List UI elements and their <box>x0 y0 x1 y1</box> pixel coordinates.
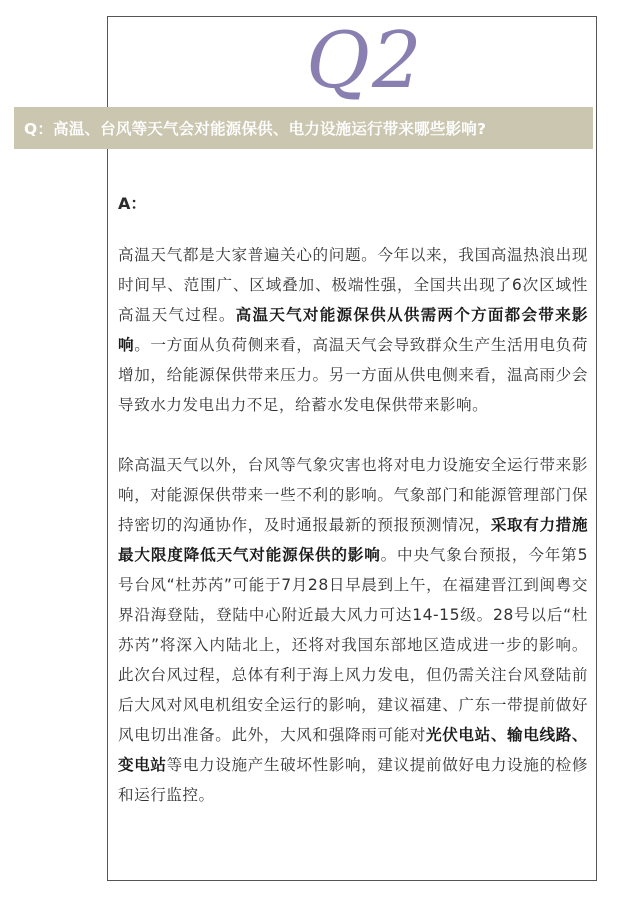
paragraph-2-text-a: 除高温天气以外，台风等气象灾害也将对电力设施安全运行带来影响，对能源保供带来一些不利的影响。气象部门和能源管理部门保持密切的沟通协作，及时通报最新的预报预测情况， <box>118 456 588 534</box>
paragraph-1-highlight: 高温天气对能源保供从供需两个方面都会带来影响 <box>118 306 588 354</box>
question-text: Q：高温、台风等天气会对能源保供、电力设施运行带来哪些影响? <box>24 120 487 138</box>
paragraph-1-text-a: 高温天气都是大家普遍关心的问题。今年以来，我国高温热浪出现时间早、范围广、区域叠加、极端性强，全国共出现了6次区域性高温天气过程。 <box>118 246 588 324</box>
paragraph-2-highlight-1: 采取有力措施最大限度降低天气对能源保供的影响 <box>118 516 588 564</box>
answer-paragraph-2 <box>118 450 588 810</box>
paragraph-1-text-b: 。一方面从负荷侧来看，高温天气会导致群众生产生活用电负荷增加，给能源保供带来压力。另一方面从供电侧来看，温高雨少会导致水力发电出力不足，给蓄水发电保供带来影响。 <box>118 336 588 414</box>
answer-label: A： <box>118 194 147 213</box>
paragraph-2-text-b: 。中央气象台预报，今年第5号台风“杜苏芮”可能于7月28日早晨到上午，在福建晋江到闽粤交界沿海登陆，登陆中心附近最大风力可达14-15级。28号以后“杜苏芮”将深入内陆北上，还将对我国东部地区造成进一步的影响。此次台风过程，总体有利于海上风力发电，但仍需关注台风登陆前后大风对风电机组安全运行的影响，建议福建、广东一带提前做好风电切出准备。此外，大风和强降雨可能对 <box>118 546 588 744</box>
paragraph-2-highlight-2: 光伏电站、输电线路、变电站 <box>118 726 588 774</box>
answer-block <box>118 190 588 810</box>
paragraph-2-text-c: 等电力设施产生破坏性影响，建议提前做好电力设施的检修和运行监控。 <box>118 756 588 804</box>
question-banner <box>14 107 593 149</box>
q2-heading: Q2 <box>306 16 424 106</box>
answer-paragraph-1 <box>118 240 588 420</box>
